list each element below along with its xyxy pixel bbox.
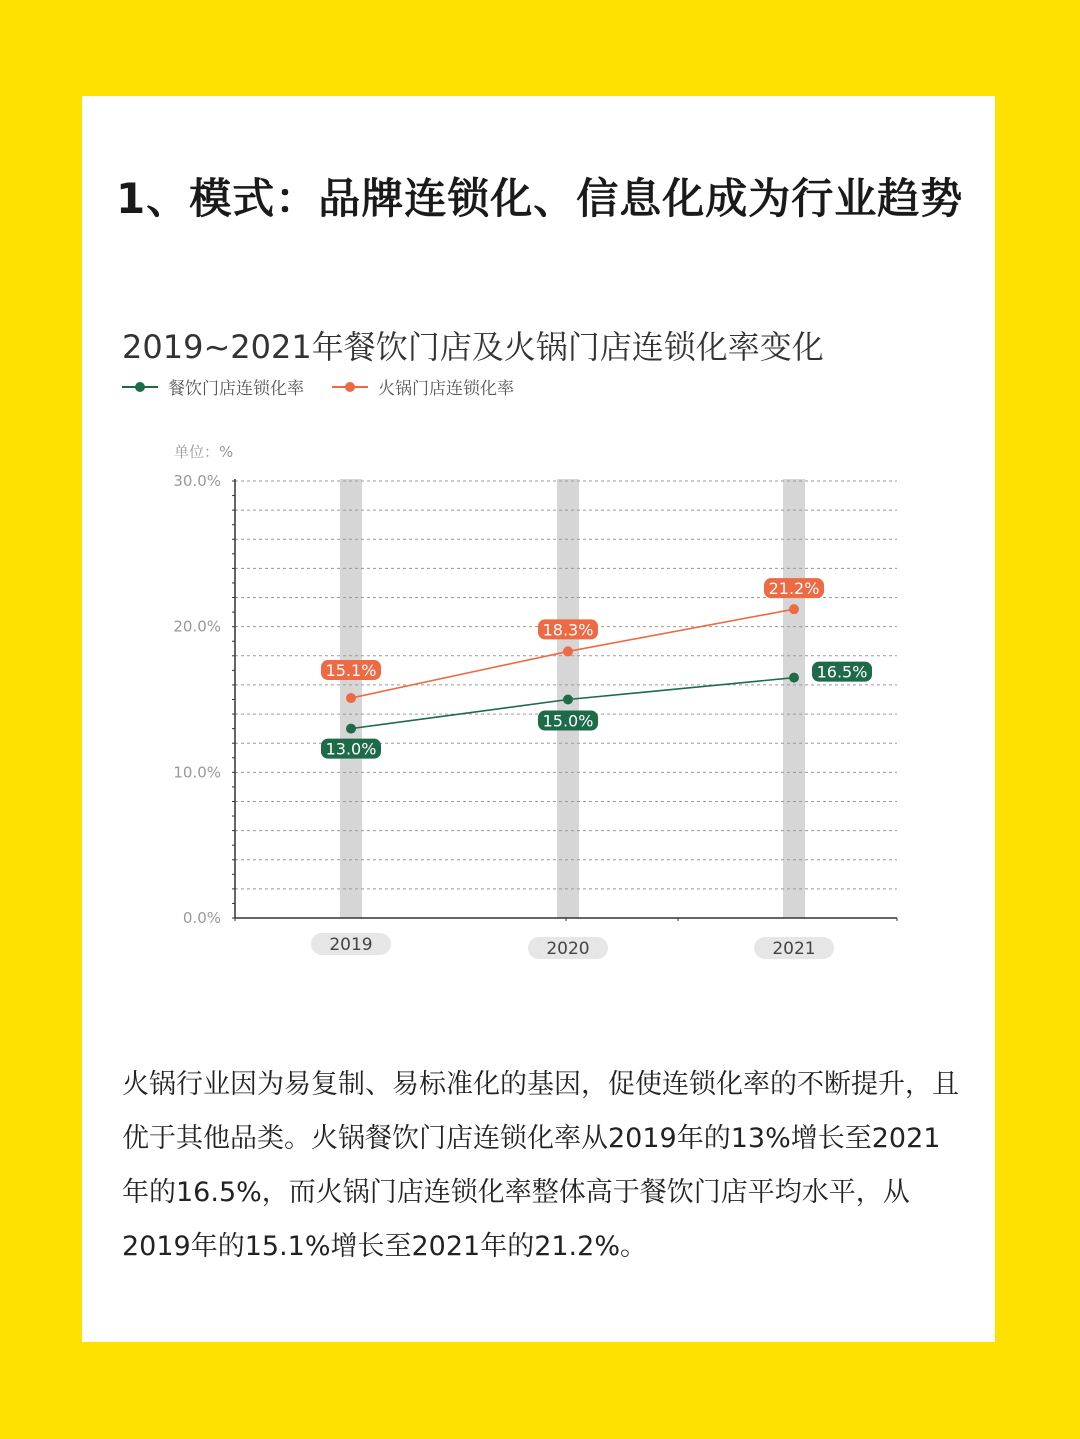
page-headline: 1、模式：品牌连锁化、信息化成为行业趋势 xyxy=(116,174,964,223)
data-label-text: 16.5% xyxy=(816,662,868,682)
data-point-1-1 xyxy=(563,646,573,656)
x-tick-label: 2020 xyxy=(546,939,590,959)
unit-label: 单位：% xyxy=(174,443,234,461)
data-label-text: 18.3% xyxy=(542,620,594,640)
y-tick-label: 0.0% xyxy=(182,909,221,927)
data-label-0-0 xyxy=(321,739,381,759)
x-tick-label: 2019 xyxy=(329,935,373,955)
data-point-1-2 xyxy=(789,604,799,614)
data-point-0-0 xyxy=(346,724,356,734)
body-paragraph: 火锅行业因为易复制、易标准化的基因，促使连锁化率的不断提升，且优于其他品类。火锅餐饮门店连锁化率从2019年的13%增长至2021年的16.5%，而火锅门店连锁化率整体高于餐饮门店平均水平，从2019年的15.1%增长至2021年的21.2%。 xyxy=(122,1069,959,1262)
chart-title: 2019~2021年餐饮门店及火锅门店连锁化率变化 xyxy=(122,328,824,366)
line-chart xyxy=(82,96,995,996)
y-tick-label: 20.0% xyxy=(173,617,221,636)
legend-label-hotpot: 火锅门店连锁化率 xyxy=(378,379,514,399)
legend-label-dining: 餐饮门店连锁化率 xyxy=(168,379,304,399)
data-point-0-2 xyxy=(789,673,799,683)
data-label-1-1 xyxy=(538,619,598,639)
data-label-0-1 xyxy=(538,711,598,731)
data-label-1-2 xyxy=(764,578,824,598)
data-label-text: 15.1% xyxy=(325,661,377,681)
category-band-2021 xyxy=(783,479,805,918)
y-tick-label: 10.0% xyxy=(173,763,221,782)
data-point-1-0 xyxy=(346,693,356,703)
data-point-0-1 xyxy=(563,695,573,705)
data-label-text: 21.2% xyxy=(768,579,820,599)
data-label-text: 13.0% xyxy=(325,739,377,759)
data-label-1-0 xyxy=(321,660,381,680)
x-tick-label: 2021 xyxy=(772,939,816,959)
content-card xyxy=(82,96,995,1342)
y-tick-label: 30.0% xyxy=(173,472,221,490)
data-label-text: 15.0% xyxy=(542,711,594,731)
data-label-0-2 xyxy=(812,662,872,682)
